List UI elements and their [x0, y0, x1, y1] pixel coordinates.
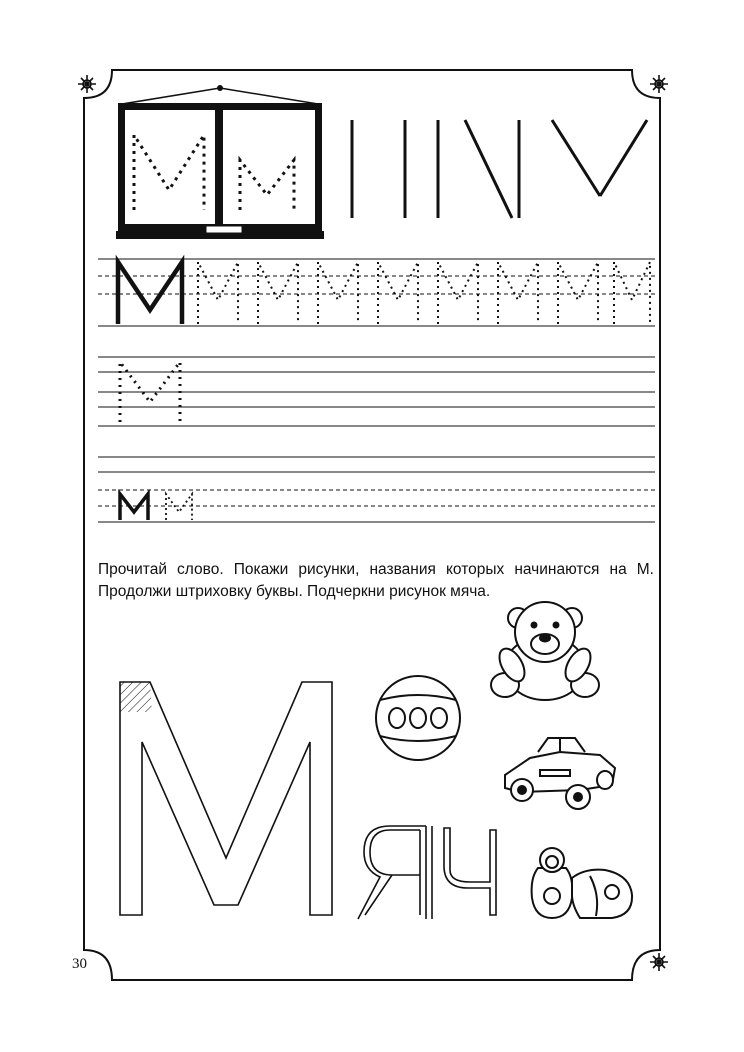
writing-row-2 [98, 357, 655, 426]
toy-car-icon [505, 738, 615, 809]
word-outline-letters [358, 826, 496, 919]
teddy-bear-icon [491, 602, 599, 700]
writing-row-3 [98, 457, 655, 522]
ornament-star-icon [650, 953, 668, 971]
matryoshka-icon [532, 848, 632, 918]
big-letter-outline [120, 682, 332, 915]
writing-row-1 [98, 259, 655, 326]
instruction-text: Прочитай слово. Покажи рисунки, названия которых начинаются на М. Продолжи штриховку буквы. Подчеркни рисунок мяча. [98, 561, 654, 600]
ball-icon [376, 676, 460, 760]
ornament-star-icon [78, 75, 96, 93]
blackboard-illustration [116, 85, 324, 239]
page-number: 30 [72, 956, 87, 972]
ornament-star-icon [650, 75, 668, 93]
stroke-elements [352, 120, 647, 218]
